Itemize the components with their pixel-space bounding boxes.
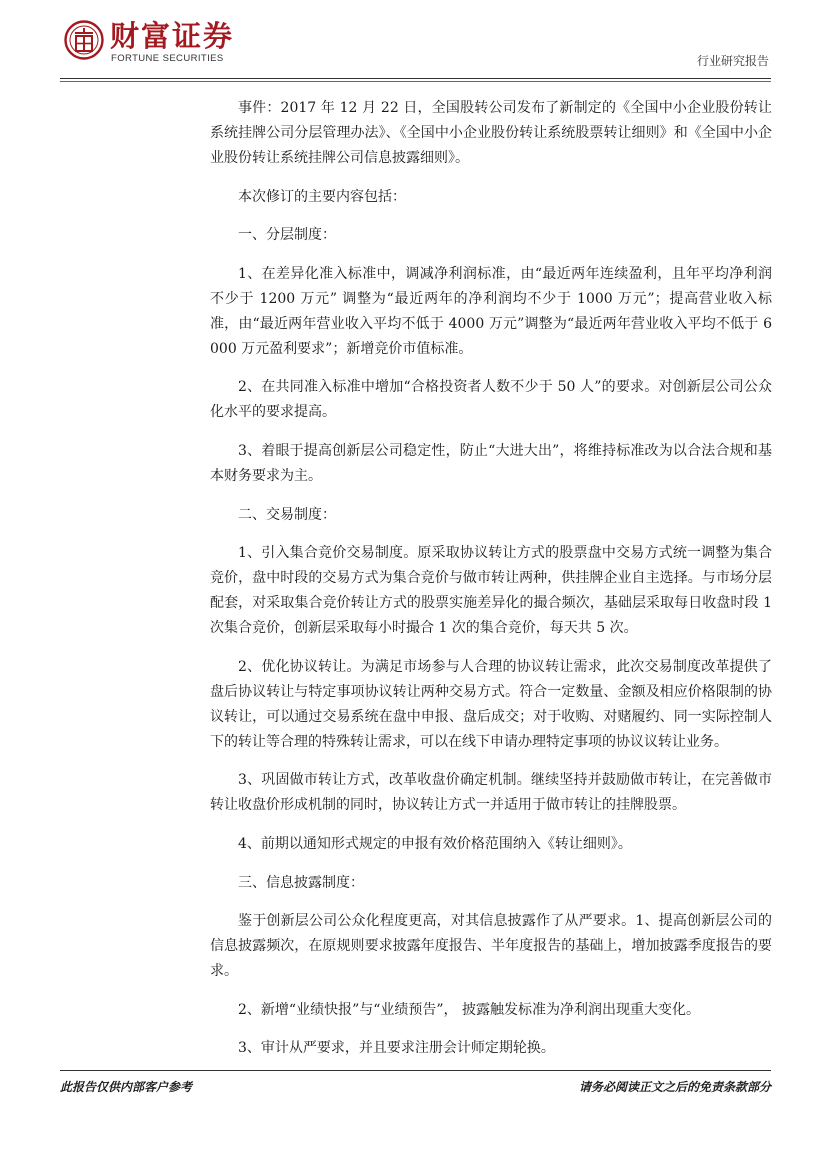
paragraph-trading-1: 1、引入集合竞价交易制度。原采取协议转让方式的股票盘中交易方式统一调整为集合竞价，盘中时段的交易方式为集合竞价与做市转让两种，供挂牌企业自主选择。与市场分层配套，对采取集合竞价转让方式的股票实施差异化的撮合频次，基础层采取每日收盘时段 1 次集合竞价，创新层采取每小时撮合 1 次的集合竞价，每天共 5 次。 [210,545,772,637]
brand-name-en: FORTUNE SECURITIES [111,53,224,64]
footer-internal-notice: 此报告仅供内部客户参考 [60,1080,193,1094]
paragraph-disclosure-2: 2、新增“业绩快报”与“业绩预告”， 披露触发标准为净利润出现重大变化。 [238,1001,700,1018]
paragraph-trading-2: 2、优化协议转让。为满足市场参与人合理的协议转让需求，此次交易制度改革提供了盘后协议转让与特定事项协议转让两种交易方式。符合一定数量、金额及相应价格限制的协议转让，可以通过交易系统在盘中申报、盘后成交；对于收购、对赌履约、同一实际控制人下的转让等合理的特殊转让需求，可以在线下申请办理特定事项的协议议转让业务。 [210,658,772,750]
section-heading-trading: 二、交易制度： [238,506,336,523]
paragraph-trading-3: 3、巩固做市转让方式，改革收盘价确定机制。继续坚持并鼓励做市转让，在完善做市转让收盘价形成机制的同时，协议转让方式一并适用于做市转让的挂牌股票。 [210,772,772,814]
section-heading-disclosure: 三、信息披露制度： [238,874,364,891]
footer-rule [60,1070,771,1071]
paragraph-disclosure-1: 鉴于创新层公司公众化程度更高，对其信息披露作了从严要求。1、提高创新层公司的信息披露频次，在原规则要求披露年度报告、半年度报告的基础上，增加披露季度报告的要求。 [210,913,772,980]
report-type-label: 行业研究报告 [696,54,769,68]
paragraph-tiering-2: 2、在共同准入标准中增加“合格投资者人数不少于 50 人”的要求。对创新层公司公众化水平的要求提高。 [210,379,772,421]
header-rule-thin [60,81,771,82]
paragraph-tiering-3: 3、着眼于提高创新层公司稳定性，防止“大进大出”，将维持标准改为以合法合规和基本财务要求为主。 [210,442,772,484]
report-body [210,96,772,1075]
fortune-securities-logo [64,20,104,60]
paragraph-event: 事件：2017 年 12 月 22 日，全国股转公司发布了新制定的《全国中小企业股份转让系统挂牌公司分层管理办法》、《全国中小企业股份转让系统股票转让细则》和《全国中小企业股份转让系统挂牌公司信息披露细则》。 [210,100,772,166]
section-heading-tiering: 一、分层制度： [238,227,336,244]
paragraph-tiering-1: 1、在差异化准入标准中，调减净利润标准，由“最近两年连续盈利，且年平均净利润不少于 1200 万元” 调整为“最近两年的净利润均不少于 1000 万元”；提高营业收入标准，由“最近两年营业收入平均不低于 4000 万元”调整为“最近两年营业收入平均不低于 6000 万元盈利要求”；新增竞价市值标准。 [210,265,772,357]
paragraph-trading-4: 4、前期以通知形式规定的申报有效价格范围纳入《转让细则》。 [238,835,632,852]
brand-name-cn: 财富证券 [110,19,235,53]
footer-disclaimer-notice: 请务必阅读正文之后的免责条款部分 [578,1080,771,1094]
header-rule [60,78,771,79]
page-header [0,0,827,82]
paragraph-disclosure-3: 3、审计从严要求，并且要求注册会计师定期轮换。 [238,1040,555,1057]
paragraph-intro: 本次修订的主要内容包括： [238,188,406,205]
